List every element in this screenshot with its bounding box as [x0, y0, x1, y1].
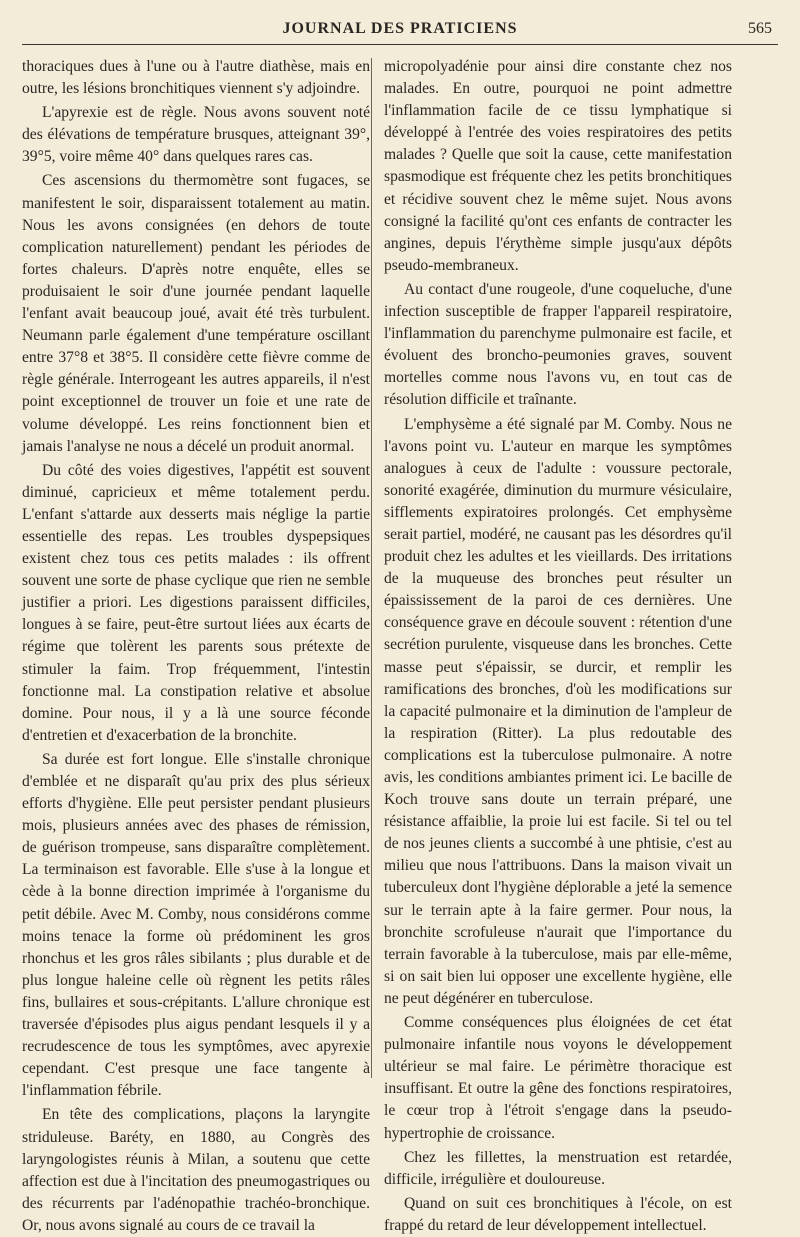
- column-divider: [371, 58, 372, 1078]
- page-number: 565: [748, 20, 772, 37]
- paragraph: Au contact d'une rougeole, d'une coqueluche, d'une infection susceptible de frapper l'appareil respiratoire, l'inflammation du parenchyme pulmonaire est facile, et évoluent des broncho-peumonies graves, souvent mortelles comme nous l'avons vu, en tout cas de résolution difficile et traînante.: [384, 280, 732, 409]
- page-header: [22, 14, 778, 45]
- paragraph: Ces ascensions du thermomètre sont fugaces, se manifestent le soir, disparaissent totalement au matin. Nous les avons consignées (en dehors de toute complication naturellement) pendant les périodes de fortes chaleurs. D'après notre enquête, elles se produisaient le soir d'une journée pendant laquelle l'enfant avait beaucoup joué, avait été très turbulent. Neumann parle également d'une température oscillant entre 37°8 et 38°5. Il considère cette fièvre comme de règle générale. Interrogeant les autres appareils, il n'est point exceptionnel de trouver un foie et une rate de volume développé. Les reins fonctionnent bien et jamais l'analyse ne nous a décelé un produit anormal.: [22, 172, 370, 455]
- paragraph: L'apyrexie est de règle. Nous avons souvent noté des élévations de température brusques, atteignant 39°, 39°5, voire même 40° dans quelques rares cas.: [22, 104, 370, 166]
- paragraph: Sa durée est fort longue. Elle s'installe chronique d'emblée et ne disparaît qu'au prix des plus sérieux efforts d'hygiène. Elle peut persister pendant plusieurs mois, plusieurs années avec des phases de rémission, de guérison trompeuse, sans disparaître complètement. La terminaison est favorable. Elle s'use à la longue et cède à la bonne direction imprimée à l'organisme du petit débile. Avec M. Comby, nous considérons comme moins tenace la forme où prédominent les gros rhonchus et les gros râles sibilants ; plus durable et de plus longue haleine celle où règnent les petits râles fins, bullaires et sous-crépitants. L'allure chronique est traversée d'épisodes plus aigus pendant lesquels il y a recrudescence de tous les symptômes, avec apyrexie cependant. C'est presque une face tangente à l'inflammation fébrile.: [22, 750, 370, 1100]
- paragraph: Du côté des voies digestives, l'appétit est souvent diminué, capricieux et même totalement perdu. L'enfant s'attarde aux desserts mais néglige la partie essentielle des repas. Les troubles dyspepsiques existent chez tous ces petits malades : ils offrent souvent une sorte de phase cyclique que rien ne semble justifier a priori. Les digestions paraissent difficiles, longues à se faire, peut-être surtout liées aux écarts de régime que tolèrent les parents sous prétexte de stimuler la faim. Trop fréquemment, l'intestin fonctionne mal. La constipation relative et absolue domine. Pour nous, il y a là une source féconde d'entretien et d'exacerbation de la bronchite.: [22, 461, 370, 744]
- paragraph: Comme conséquences plus éloignées de cet état pulmonaire infantile nous voyons le développement ultérieur se mal faire. Le périmètre thoracique est insuffisant. Et outre la gêne des fonctions respiratoires, le cœur trop à l'étroit s'engage dans la pseudo-hypertrophie de croissance.: [384, 1014, 732, 1142]
- paragraph: L'emphysème a été signalé par M. Comby. Nous ne l'avons point vu. L'auteur en marque les symptômes analogues à ceux de l'adulte : voussure pectorale, sonorité exagérée, diminution du murmure vésiculaire, sifflements expiratoires prolongés. Cet emphysème serait partiel, modéré, ne causant pas les désordres qu'il produit chez les adultes et les vieillards. Des irritations de la muqueuse des bronches peut résulter un épaississement de la paroi de ces dernières. Une conséquence grave en découle souvent : rétention d'une secrétion purulente, visqueuse dans les bronches. Cette masse peut s'épaissir, se durcir, et remplir les ramifications des bronches, d'où les modifications sur la capacité pulmonaire et la diminution de l'ampleur de la respiration (Ritter). La plus redoutable des complications est la tuberculose pulmonaire. A notre avis, les conditions ambiantes priment ici. Le bacille de Koch trouve sans doute un terrain préparé, une résistance affaiblie, la proie lui est facile. Si tel ou tel de nos jeunes clients a succombé à une phtisie, c'est au milieu que nous l'attribuons. Dans la maison vivait un tuberculeux dont l'hygiène déplorable a jeté la semence sur le terrain apte à la faire germer. Pour nous, la bronchite scrofuleuse n'aurait que l'importance du terrain favorable à la tuberculose, mais par elle-même, si on sait bien lui opposer une excellente hygiène, elle ne peut dégénérer en tuberculose.: [384, 415, 732, 1007]
- left-column: [22, 56, 370, 1237]
- right-column: [384, 56, 732, 1237]
- running-title: JOURNAL DES PRATICIENS: [282, 20, 518, 37]
- paragraph: micropolyadénie pour ainsi dire constante chez nos malades. En outre, pourquoi ne point admettre l'inflammation facile de ce tissu lymphatique si développé à l'entrée des voies respiratoires des petits malades ? Quelle que soit la cause, cette manifestation spasmodique est fréquente chez les petits bronchitiques et récidive souvent chez le même sujet. Nous avons consigné la facilité qu'ont ces enfants de contracter les angines, depuis l'érythème simple jusqu'aux dépôts pseudo-membraneux.: [384, 58, 732, 274]
- paragraph: En tête des complications, plaçons la laryngite striduleuse. Baréty, en 1880, au Congrès des laryngologistes réunis à Milan, a soutenu que cette affection est due à l'incitation des pneumogastriques ou des récurrents par l'adénopathie trachéo-bronchique. Or, nous avons signalé au cours de ce travail la: [22, 1106, 370, 1234]
- paragraph: thoraciques dues à l'une ou à l'autre diathèse, mais en outre, les lésions bronchitiques viennent s'y adjoindre.: [22, 58, 370, 98]
- paragraph: Chez les fillettes, la menstruation est retardée, difficile, irrégulière et douloureuse.: [384, 1148, 732, 1188]
- paragraph: Quand on suit ces bronchitiques à l'école, on est frappé du retard de leur développement intellectuel.: [384, 1194, 732, 1234]
